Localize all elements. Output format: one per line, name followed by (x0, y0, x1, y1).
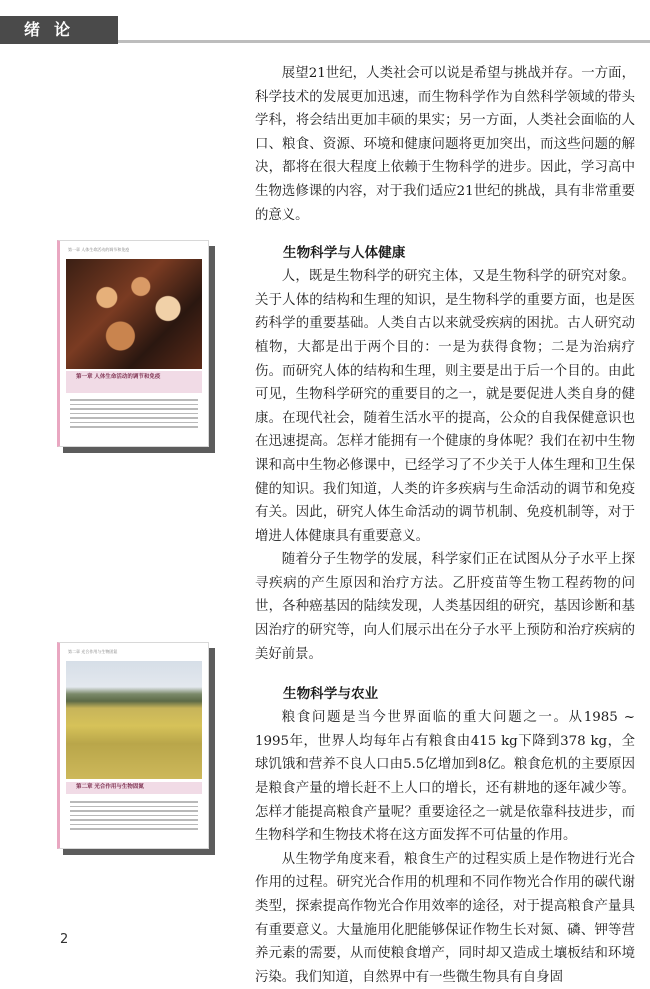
rice-field-photo (66, 661, 202, 779)
intro-paragraph: 展望21世纪，人类社会可以说是希望与挑战并存。一方面，科学技术的发展更加迅速，而生物科学作为自然科学领域的带头学科，将会结出更加丰硕的果实；另一方面，人类社会面临的人口、粮食、资源、环境和健康问题将更加突出，而这些问题的解决，都将在很大程度上依赖于生物科学的进步。因此，学习高中生物选修课的内容，对于我们适应21世纪的挑战，具有非常重要的意义。 (255, 66, 635, 223)
thumbnail-text-lines (70, 801, 198, 833)
thumbnail-caption: 第一章 人体生命活动的调节和免疫 (76, 374, 161, 380)
thumbnail-caption-box (66, 371, 202, 393)
thumbnail-caption-box (66, 782, 202, 794)
thumbnail-caption: 第二章 光合作用与生物固氮 (76, 784, 144, 790)
thumbnail-header: 第一章 人体生命活动的调节和免疫 (68, 247, 130, 252)
thumbnail-header: 第二章 光合作用与生物固氮 (68, 649, 118, 654)
chapter-title: 绪论 (24, 20, 85, 39)
health-paragraph-1: 人，既是生物科学的研究主体，又是生物科学的研究对象。关于人体的结构和生理的知识，是生物科学的重要方面，也是医药科学的重要基础。人类自古以来就受疾病的困扰。古人研究动植物，大都是出于两个目的：一是为获得食物；二是为治病疗伤。而研究人体的结构和生理，则主要是出于后一个目的。由此可见，生物科学研究的重要目的之一，就是要促进人类自身的健康。在现代社会，随着生活水平的提高，公众的自我保健意识也在迅速提高。怎样才能拥有一个健康的身体呢？我们在初中生物课和高中生物必修课中，已经学习了不少关于人体生理和卫生保健的知识。我们知道，人类的许多疾病与生命活动的调节和免疫有关。因此，研究人体生命活动的调节机制、免疫机制等，对于增进人体健康具有重要意义。 (255, 269, 635, 544)
header-rule (118, 40, 650, 43)
book-thumbnail-chapter1 (57, 240, 209, 447)
agriculture-paragraph-1: 粮食问题是当今世界面临的重大问题之一。从1985 ~ 1995年，世界人均每年占有粮食由415 kg下降到378 kg，全球饥饿和营养不良人口由5.5亿增加到8亿。粮食危机的主要原因是粮食产量的增长赶不上人口的增长，还有耕地的逐年减少等。怎样才能提高粮食产量呢？重要途径之一就是依靠科技进步，而生物科学和生物技术将在这方面发挥不可估量的作用。 (255, 710, 635, 844)
thumbnail-text-lines (70, 399, 198, 431)
agriculture-paragraph-2: 从生物学角度来看，粮食生产的过程实质上是作物进行光合作用的过程。研究光合作用的机理和不同作物光合作用的碳代谢类型，探索提高作物光合作用效率的途径，对于提高粮食产量具有重要意义。大量施用化肥能够保证作物生长对氮、磷、钾等营养元素的需要，从而使粮食增产，同时却又造成土壤板结和环境污染。我们知道，自然界中有一些微生物具有自身固 (255, 851, 635, 985)
page-number: 2 (60, 932, 69, 947)
crowd-photo (66, 259, 202, 369)
page-header (0, 0, 650, 46)
main-text (255, 62, 635, 989)
section-title-agriculture: 生物科学与农业 (283, 686, 379, 703)
book-thumbnail-chapter2 (57, 642, 209, 849)
health-paragraph-2: 随着分子生物学的发展，科学家们正在试图从分子水平上探寻疾病的产生原因和治疗方法。乙肝疫苗等生物工程药物的问世，各种癌基因的陆续发现，人类基因组的研究，基因诊断和基因治疗的研究等，向人们展示出在分子水平上预防和治疗疾病的美好前景。 (255, 552, 635, 662)
section-title-health: 生物科学与人体健康 (283, 245, 406, 262)
